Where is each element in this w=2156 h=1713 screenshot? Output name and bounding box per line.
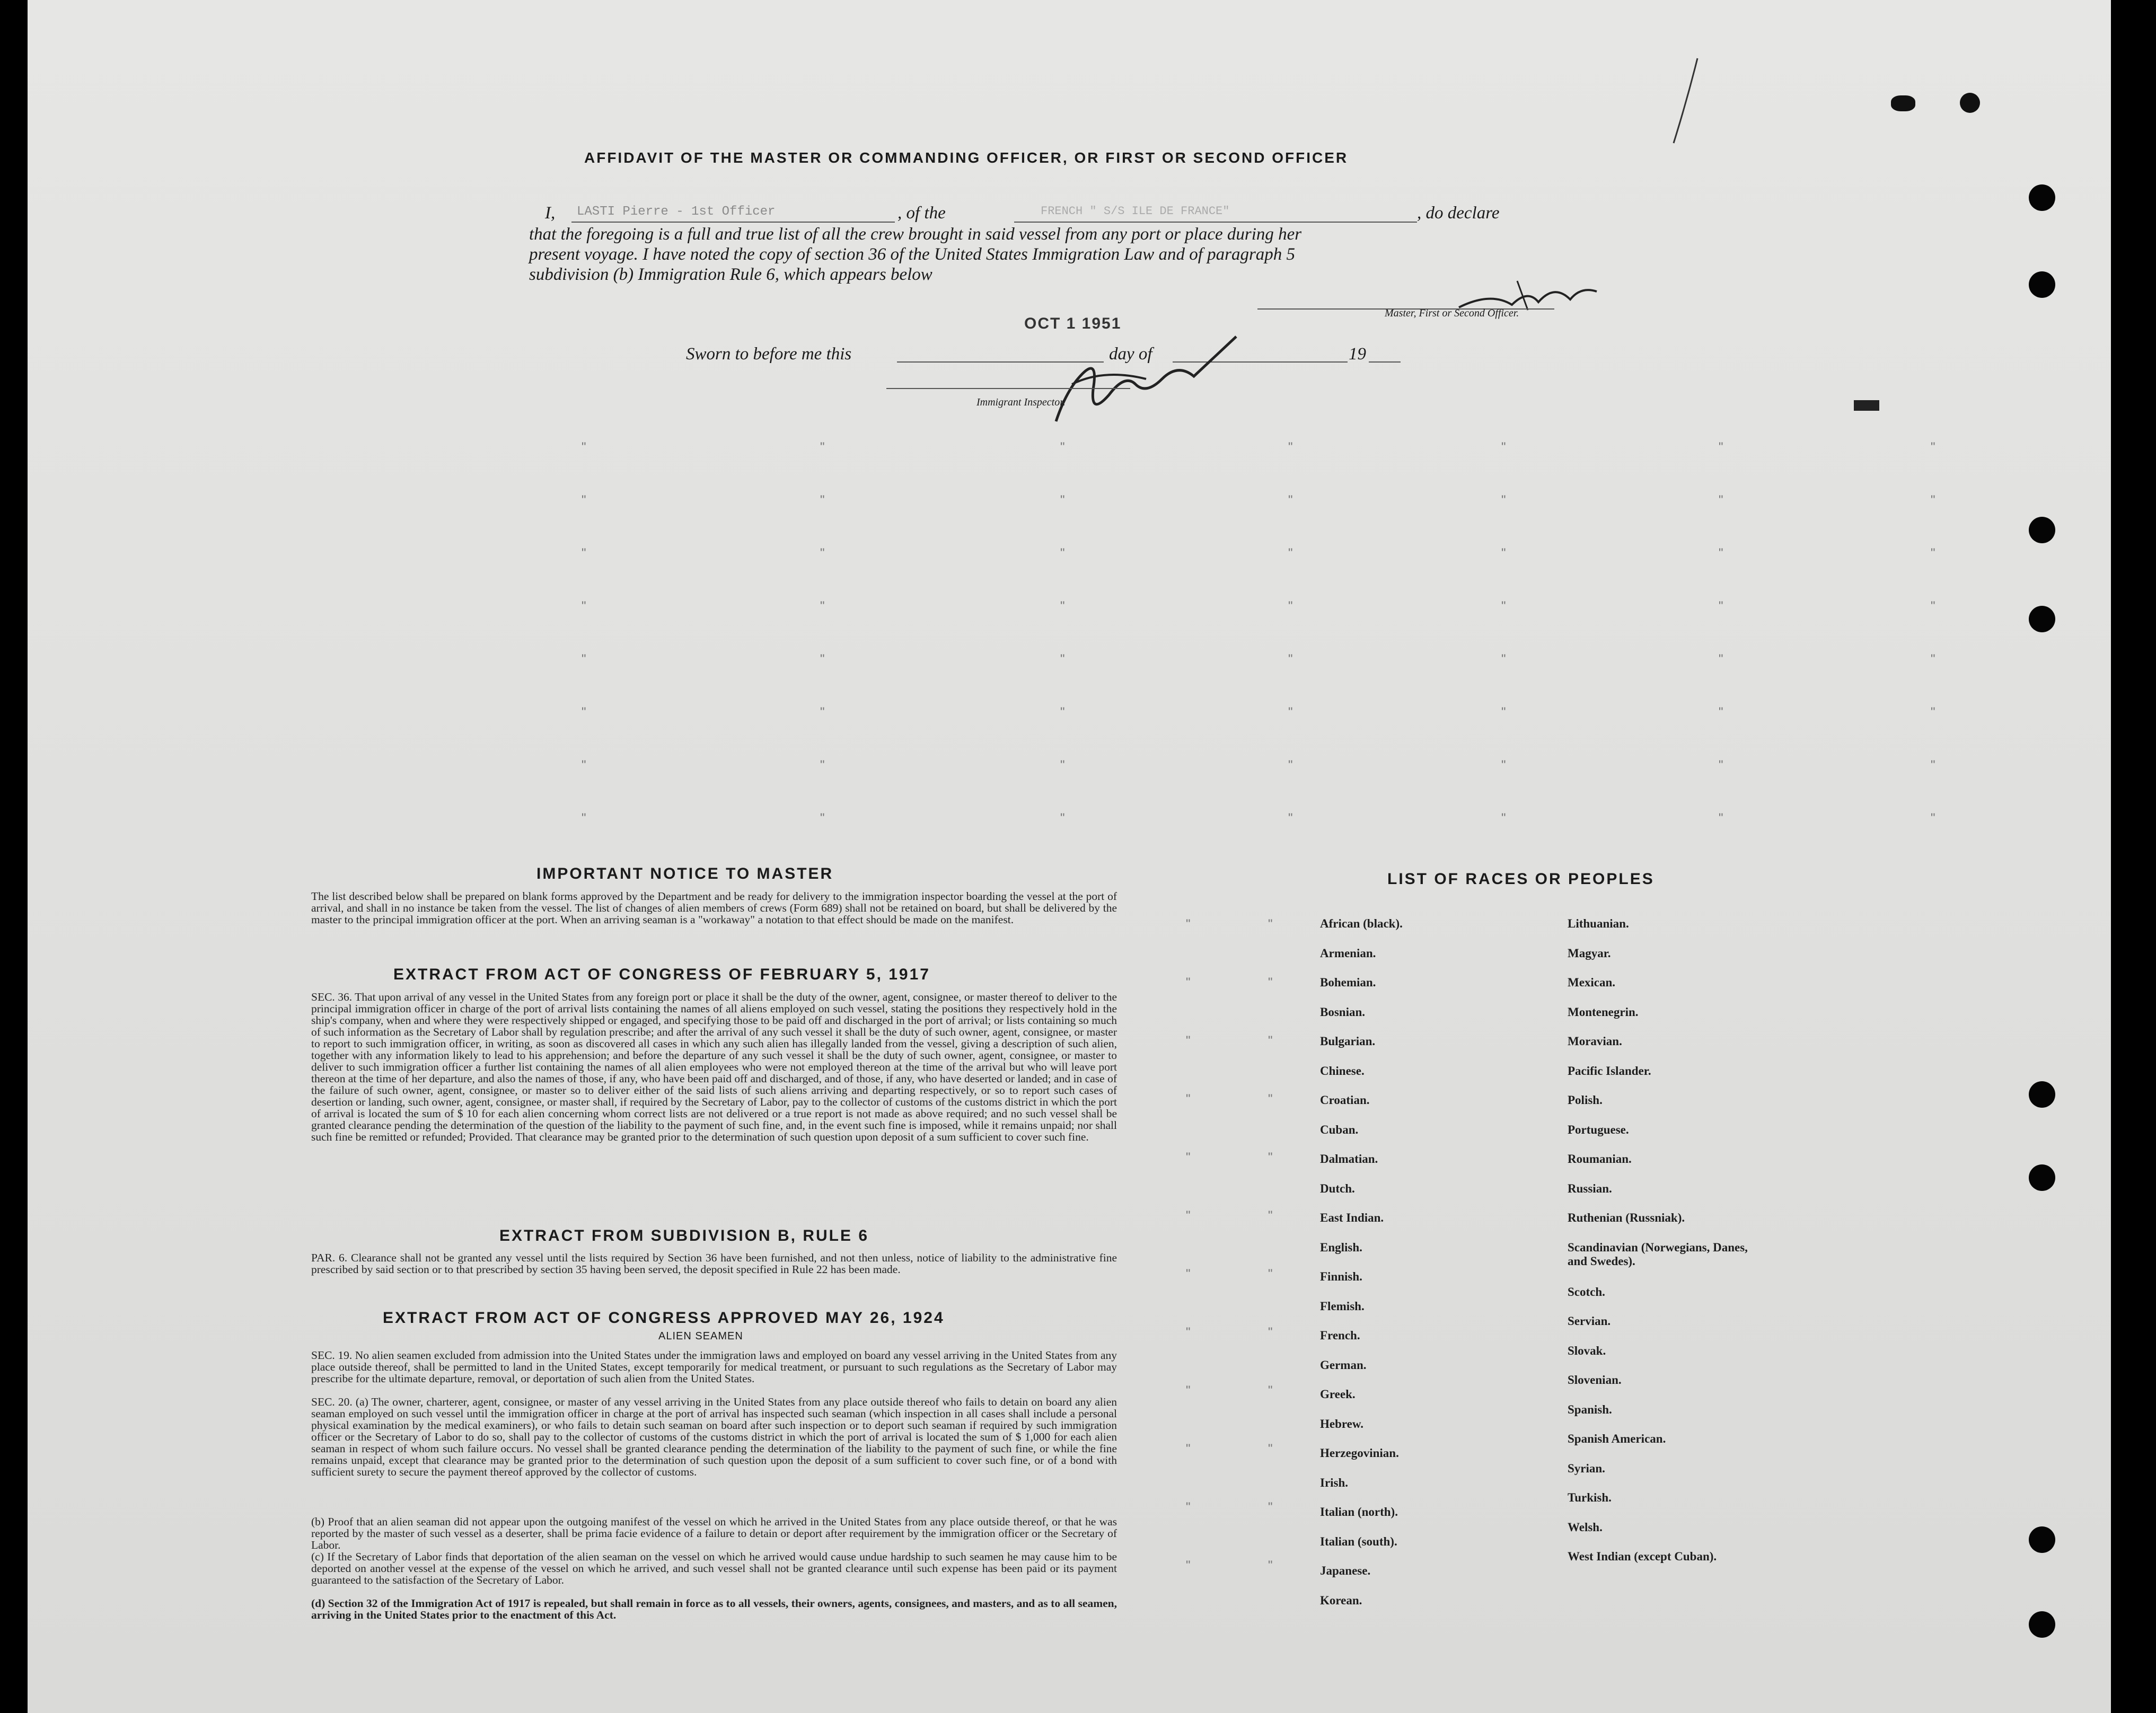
ditto-mark: ": [1268, 1558, 1273, 1573]
ditto-mark: ": [1186, 975, 1191, 990]
race-item: Dalmatian.: [1320, 1152, 1378, 1165]
ditto-mark: ": [1931, 546, 1935, 560]
race-item: Magyar.: [1568, 946, 1611, 960]
ditto-mark: ": [1288, 652, 1293, 666]
race-item: Slovak.: [1568, 1344, 1606, 1357]
ink-blot: [1891, 95, 1915, 111]
ditto-mark: ": [820, 493, 825, 507]
race-item: Hebrew.: [1320, 1417, 1363, 1431]
race-item: Dutch.: [1320, 1181, 1355, 1195]
race-item: Korean.: [1320, 1593, 1362, 1607]
extract-1924-subtitle: ALIEN SEAMEN: [658, 1330, 743, 1342]
race-item: Japanese.: [1320, 1564, 1371, 1577]
punch-hole: [2029, 1611, 2055, 1638]
ditto-mark: ": [1268, 1500, 1273, 1514]
race-item: Montenegrin.: [1568, 1005, 1639, 1019]
vessel-name-field: FRENCH " S/S ILE DE FRANCE": [1041, 205, 1230, 218]
ditto-mark: ": [1268, 1325, 1273, 1339]
ditto-mark: ": [582, 652, 586, 666]
bleed-through-text: [823, 101, 1777, 122]
ditto-mark: ": [1931, 758, 1935, 772]
inspector-signature: [1024, 326, 1257, 432]
ditto-mark: ": [1186, 1500, 1191, 1514]
ditto-mark: ": [1501, 440, 1506, 454]
race-item: Spanish American.: [1568, 1432, 1666, 1445]
ditto-mark: ": [1719, 811, 1723, 825]
race-item: Lithuanian.: [1568, 917, 1629, 930]
ditto-mark: ": [1268, 1034, 1273, 1048]
ditto-mark: ": [582, 758, 586, 772]
sworn-day-of: day of: [1109, 345, 1152, 364]
ditto-mark: ": [1288, 493, 1293, 507]
race-item: Bulgarian.: [1320, 1035, 1376, 1048]
officer-name-field: LASTI Pierre - 1st Officer: [577, 205, 776, 219]
ditto-mark: ": [1288, 440, 1293, 454]
ditto-mark: ": [1719, 599, 1723, 613]
race-item: Slovenian.: [1568, 1373, 1622, 1387]
race-item: Finnish.: [1320, 1270, 1362, 1283]
extract-1917-title: EXTRACT FROM ACT OF CONGRESS OF FEBRUARY 5, 1917: [393, 966, 930, 983]
race-item: Scotch.: [1568, 1285, 1605, 1299]
ditto-mark: ": [582, 705, 586, 719]
race-item: Irish.: [1320, 1476, 1349, 1489]
punch-hole: [2029, 517, 2055, 543]
race-item: Pacific Islander.: [1568, 1064, 1651, 1078]
race-item: Syrian.: [1568, 1461, 1605, 1475]
ditto-mark: ": [1501, 705, 1506, 719]
ditto-mark: ": [1931, 811, 1935, 825]
ditto-mark: ": [1719, 440, 1723, 454]
ditto-mark: ": [1719, 652, 1723, 666]
race-item: Italian (south).: [1320, 1534, 1397, 1548]
extract-1924-sec20a: SEC. 20. (a) The owner, charterer, agent, consignee, or master of any vessel arriving in the United States from any place outside thereof who fails to detain on board any alien seaman employed on such vessel until the immigration officer in charge at the port of arrival has inspected such seaman (which inspection in all cases shall include a personal physical examination by the medical examiners), or who fails to detain such seaman on board after such inspection or to deport such seaman if required by such immigration officer or the Secretary of Labor to do so, shall pay to the collector of customs of the customs district in which the port of arrival is located the sum of $ 1,000 for each alien seaman in respect of whom such failure occurs. No vessel shall be granted clearance pending the determination of the liability to the payment of such fine, or while the fine remains unpaid, except that clearance may be granted prior to the determination of such question upon the deposit of a sum sufficient to cover such fine, or of a bond with sufficient surety to secure the payment thereof approved by the collector of customs.: [311, 1396, 1117, 1478]
officer-caption: Master, First or Second Officer.: [1385, 307, 1519, 319]
extract-rule6-title: EXTRACT FROM SUBDIVISION B, RULE 6: [499, 1227, 869, 1244]
race-item: Scandinavian (Norwegians, Danes, and Swedes).: [1568, 1240, 1748, 1268]
date-stamp: OCT 1 1951: [1024, 315, 1122, 332]
ditto-mark: ": [1931, 599, 1935, 613]
extract-1924-sec20b: (b) Proof that an alien seaman did not appear upon the outgoing manifest of the vessel on which he arrived in the United States from any place outside thereof, or that he was reported by the master of such vessel as a deserter, shall be prima facie evidence of a failure to detain or deport after requirement by the immigration officer or the Secretary of Labor.: [311, 1515, 1117, 1551]
affidavit-line3: present voyage. I have noted the copy of section 36 of the United States Immigration Law and of paragraph 5: [529, 245, 1296, 264]
document-page: [28, 0, 2111, 1713]
race-item: East Indian.: [1320, 1211, 1384, 1224]
ditto-mark: ": [1186, 1092, 1191, 1106]
race-item: African (black).: [1320, 917, 1403, 930]
race-item: Russian.: [1568, 1181, 1612, 1195]
race-item: Turkish.: [1568, 1491, 1612, 1504]
ditto-mark: ": [820, 705, 825, 719]
ditto-mark: ": [1060, 599, 1065, 613]
punch-hole: [2029, 606, 2055, 632]
affidavit-line2: that the foregoing is a full and true list of all the crew brought in said vessel from any port or place during her: [529, 225, 1302, 244]
ditto-mark: ": [1501, 493, 1506, 507]
ink-blot: [1854, 400, 1879, 411]
race-item: Herzegovinian.: [1320, 1446, 1399, 1460]
ditto-mark: ": [1186, 917, 1191, 931]
ditto-mark: ": [1268, 1383, 1273, 1398]
notice-title: IMPORTANT NOTICE TO MASTER: [536, 865, 834, 882]
ditto-mark: ": [1719, 705, 1723, 719]
affidavit-of-the: , of the: [897, 204, 946, 223]
race-item: Polish.: [1568, 1093, 1603, 1107]
inspector-line: [886, 388, 1130, 389]
ditto-mark: ": [1931, 440, 1935, 454]
race-item: Armenian.: [1320, 946, 1376, 960]
ditto-mark: ": [1268, 1208, 1273, 1223]
race-item: Moravian.: [1568, 1035, 1622, 1048]
sworn-prefix: Sworn to before me this: [686, 345, 852, 364]
ditto-mark: ": [1060, 493, 1065, 507]
punch-hole: [2029, 271, 2055, 298]
ditto-mark: ": [820, 811, 825, 825]
race-item: Roumanian.: [1568, 1152, 1632, 1165]
ditto-mark: ": [1719, 758, 1723, 772]
race-item: Cuban.: [1320, 1123, 1359, 1136]
sworn-year: 19: [1349, 345, 1366, 364]
punch-hole: [2029, 1164, 2055, 1191]
ditto-mark: ": [1268, 917, 1273, 931]
ditto-mark: ": [820, 599, 825, 613]
punch-hole: [2029, 184, 2055, 211]
ditto-mark: ": [1186, 1383, 1191, 1398]
extract-rule6-body: PAR. 6. Clearance shall not be granted any vessel until the lists required by Section 36 have been furnished, and not then unless, notice of liability to the administrative fine prescribed by said section or to that prescribed by section 35 having been served, the deposit specified in Rule 22 has been made.: [311, 1251, 1117, 1276]
ditto-mark: ": [1268, 1442, 1273, 1456]
ditto-mark: ": [1060, 546, 1065, 560]
punch-hole: [2029, 1526, 2055, 1553]
race-item: Flemish.: [1320, 1299, 1365, 1313]
extract-1924-sec19: SEC. 19. No alien seamen excluded from admission into the United States under the immigration laws and employed on board any vessel arriving in the United States from any place outside thereof, shall be permitted to land in the United States, except temporarily for medical treatment, or pursuant to such regulations as the Secretary of Labor may prescribe for the ultimate departure, removal, or deportation of such alien from the United States.: [311, 1349, 1117, 1385]
punch-hole: [2029, 1081, 2055, 1108]
race-item: German.: [1320, 1358, 1367, 1372]
ditto-mark: ": [820, 546, 825, 560]
ditto-mark: ": [1268, 1092, 1273, 1106]
extract-1924-sec20d: (d) Section 32 of the Immigration Act of 1917 is repealed, but shall remain in force as to all vessels, their owners, agents, consignees, and masters, and as to all seamen, arriving in the United States prior to the enactment of this Act.: [311, 1597, 1117, 1621]
vessel-name-line: [1014, 222, 1417, 223]
extract-1924-title: EXTRACT FROM ACT OF CONGRESS APPROVED MAY 26, 1924: [383, 1309, 945, 1327]
ditto-mark: ": [582, 546, 586, 560]
ditto-mark: ": [820, 440, 825, 454]
ditto-mark: ": [1186, 1208, 1191, 1223]
race-item: English.: [1320, 1240, 1362, 1254]
ditto-mark: ": [1719, 493, 1723, 507]
race-item: Croatian.: [1320, 1093, 1370, 1107]
race-item: West Indian (except Cuban).: [1568, 1550, 1717, 1563]
ditto-mark: ": [1268, 975, 1273, 990]
ditto-mark: ": [1288, 546, 1293, 560]
race-item: Spanish.: [1568, 1402, 1612, 1416]
extract-1917-body: SEC. 36. That upon arrival of any vessel in the United States from any foreign port or place it shall be the duty of the owner, agent, consignee, or master thereof to deliver to the principal immigration officer in charge of the port of arrival lists containing the names of all aliens employed on such vessel, stating the positions they respectively hold in the ship's company, when and where they were respectively shipped or engaged, and specifying those to be paid off and discharged in the port of arrival; or lists containing so much of such information as the Secretary of Labor shall by regulation prescribe; and after the arrival of any such vessel it shall be the duty of such owner, agent, consignee, or master to report to such immigration officer, in writing, as soon as discovered all cases in which any such alien has illegally landed from the vessel, giving a description of such alien, together with any information likely to lead to his apprehension; and before the departure of any such vessel it shall be the duty of such owner, agent, consignee, or master to deliver to such immigration officer a further list containing the names of all alien employees who were not employed thereon at the time of the arrival but who will leave port thereon at the time of her departure, and also the names of those, if any, who have been paid off and discharged, and of those, if any, who have deserted or landed; and in case of the failure of such owner, agent, consignee, or master so to deliver either of the said lists of such aliens arriving and departing respectively, or so to report such cases of desertion or landing, such owner, agent, consignee, or master shall, if required by the Secretary of Labor, pay to the collector of customs of the customs district in which the port of arrival is located the sum of $ 10 for each alien concerning whom correct lists are not delivered or a true report is not made as above required; and no such vessel shall be granted clearance pending the determination of the question of the liability to the payment of such fine, and, in the event such fine is imposed, while it remains unpaid; nor shall such fine be remitted or refunded; Provided. That clearance may be granted prior to the determination of such question upon deposit of a sum sufficient to cover such fine.: [311, 991, 1117, 1143]
ditto-mark: ": [1060, 652, 1065, 666]
race-item: Servian.: [1568, 1314, 1611, 1328]
affidavit-do-declare: , do declare: [1417, 204, 1500, 223]
race-item: Chinese.: [1320, 1064, 1365, 1078]
ditto-mark: ": [1931, 652, 1935, 666]
ditto-mark: ": [1060, 811, 1065, 825]
ditto-mark: ": [1186, 1034, 1191, 1048]
ditto-mark: ": [1501, 599, 1506, 613]
race-item: Greek.: [1320, 1388, 1356, 1401]
ditto-mark: ": [1501, 811, 1506, 825]
ditto-mark: ": [1288, 599, 1293, 613]
ditto-mark: ": [582, 811, 586, 825]
officer-name-line: [571, 222, 895, 223]
ink-blot: [1960, 93, 1980, 113]
ditto-mark: ": [1288, 811, 1293, 825]
ditto-mark: ": [1931, 705, 1935, 719]
ditto-mark: ": [1501, 758, 1506, 772]
race-item: Bohemian.: [1320, 976, 1376, 989]
race-item: Portuguese.: [1568, 1123, 1629, 1136]
inspector-caption: Immigrant Inspector.: [976, 396, 1066, 408]
ditto-mark: ": [1268, 1150, 1273, 1164]
affidavit-title: AFFIDAVIT OF THE MASTER OR COMMANDING OFFICER, OR FIRST OR SECOND OFFICER: [584, 149, 1349, 166]
ditto-mark: ": [820, 652, 825, 666]
ditto-mark: ": [582, 440, 586, 454]
race-item: Mexican.: [1568, 976, 1616, 989]
race-item: Welsh.: [1568, 1520, 1603, 1534]
race-item: Ruthenian (Russniak).: [1568, 1211, 1685, 1224]
race-item: Bosnian.: [1320, 1005, 1366, 1019]
ditto-mark: ": [1288, 758, 1293, 772]
ditto-mark: ": [1288, 705, 1293, 719]
race-item: Italian (north).: [1320, 1505, 1398, 1518]
sworn-year-line: [1369, 361, 1401, 363]
ditto-mark: ": [1268, 1267, 1273, 1281]
affidavit-line4: subdivision (b) Immigration Rule 6, which appears below: [529, 265, 932, 284]
ditto-mark: ": [1719, 546, 1723, 560]
ditto-mark: ": [1186, 1325, 1191, 1339]
ditto-mark: ": [1186, 1558, 1191, 1573]
race-item: French.: [1320, 1329, 1360, 1342]
ditto-mark: ": [1931, 493, 1935, 507]
extract-1924-sec20c: (c) If the Secretary of Labor finds that deportation of the alien seaman on the vessel on which he arrived would cause undue hardship to such seamen he may cause him to be deported on another vessel at the expense of the vessel on which he arrived, and such vessel shall not be granted clearance until such expense has been paid or its payment guaranteed to the satisfaction of the Secretary of Labor.: [311, 1550, 1117, 1586]
ditto-mark: ": [582, 493, 586, 507]
ditto-mark: ": [820, 758, 825, 772]
ditto-mark: ": [1501, 546, 1506, 560]
ditto-mark: ": [1186, 1150, 1191, 1164]
ditto-mark: ": [582, 599, 586, 613]
ditto-mark: ": [1501, 652, 1506, 666]
notice-body: The list described below shall be prepared on blank forms approved by the Department and be ready for delivery to the immigration inspector boarding the vessel at the port of arrival, and shall in no instance be taken from the vessel. The list of changes of alien members of crews (Form 689) shall not be retained on board, but shall be delivered by the master to the principal immigration officer at the port. When an arriving seaman is a "workaway" a notation to that effect should be made on the manifest.: [311, 890, 1117, 926]
ditto-mark: ": [1186, 1442, 1191, 1456]
ditto-mark: ": [1186, 1267, 1191, 1281]
ditto-mark: ": [1060, 440, 1065, 454]
affidavit-i: I,: [545, 204, 556, 223]
ditto-mark: ": [1060, 758, 1065, 772]
ditto-mark: ": [1060, 705, 1065, 719]
races-title: LIST OF RACES OR PEOPLES: [1387, 870, 1655, 888]
